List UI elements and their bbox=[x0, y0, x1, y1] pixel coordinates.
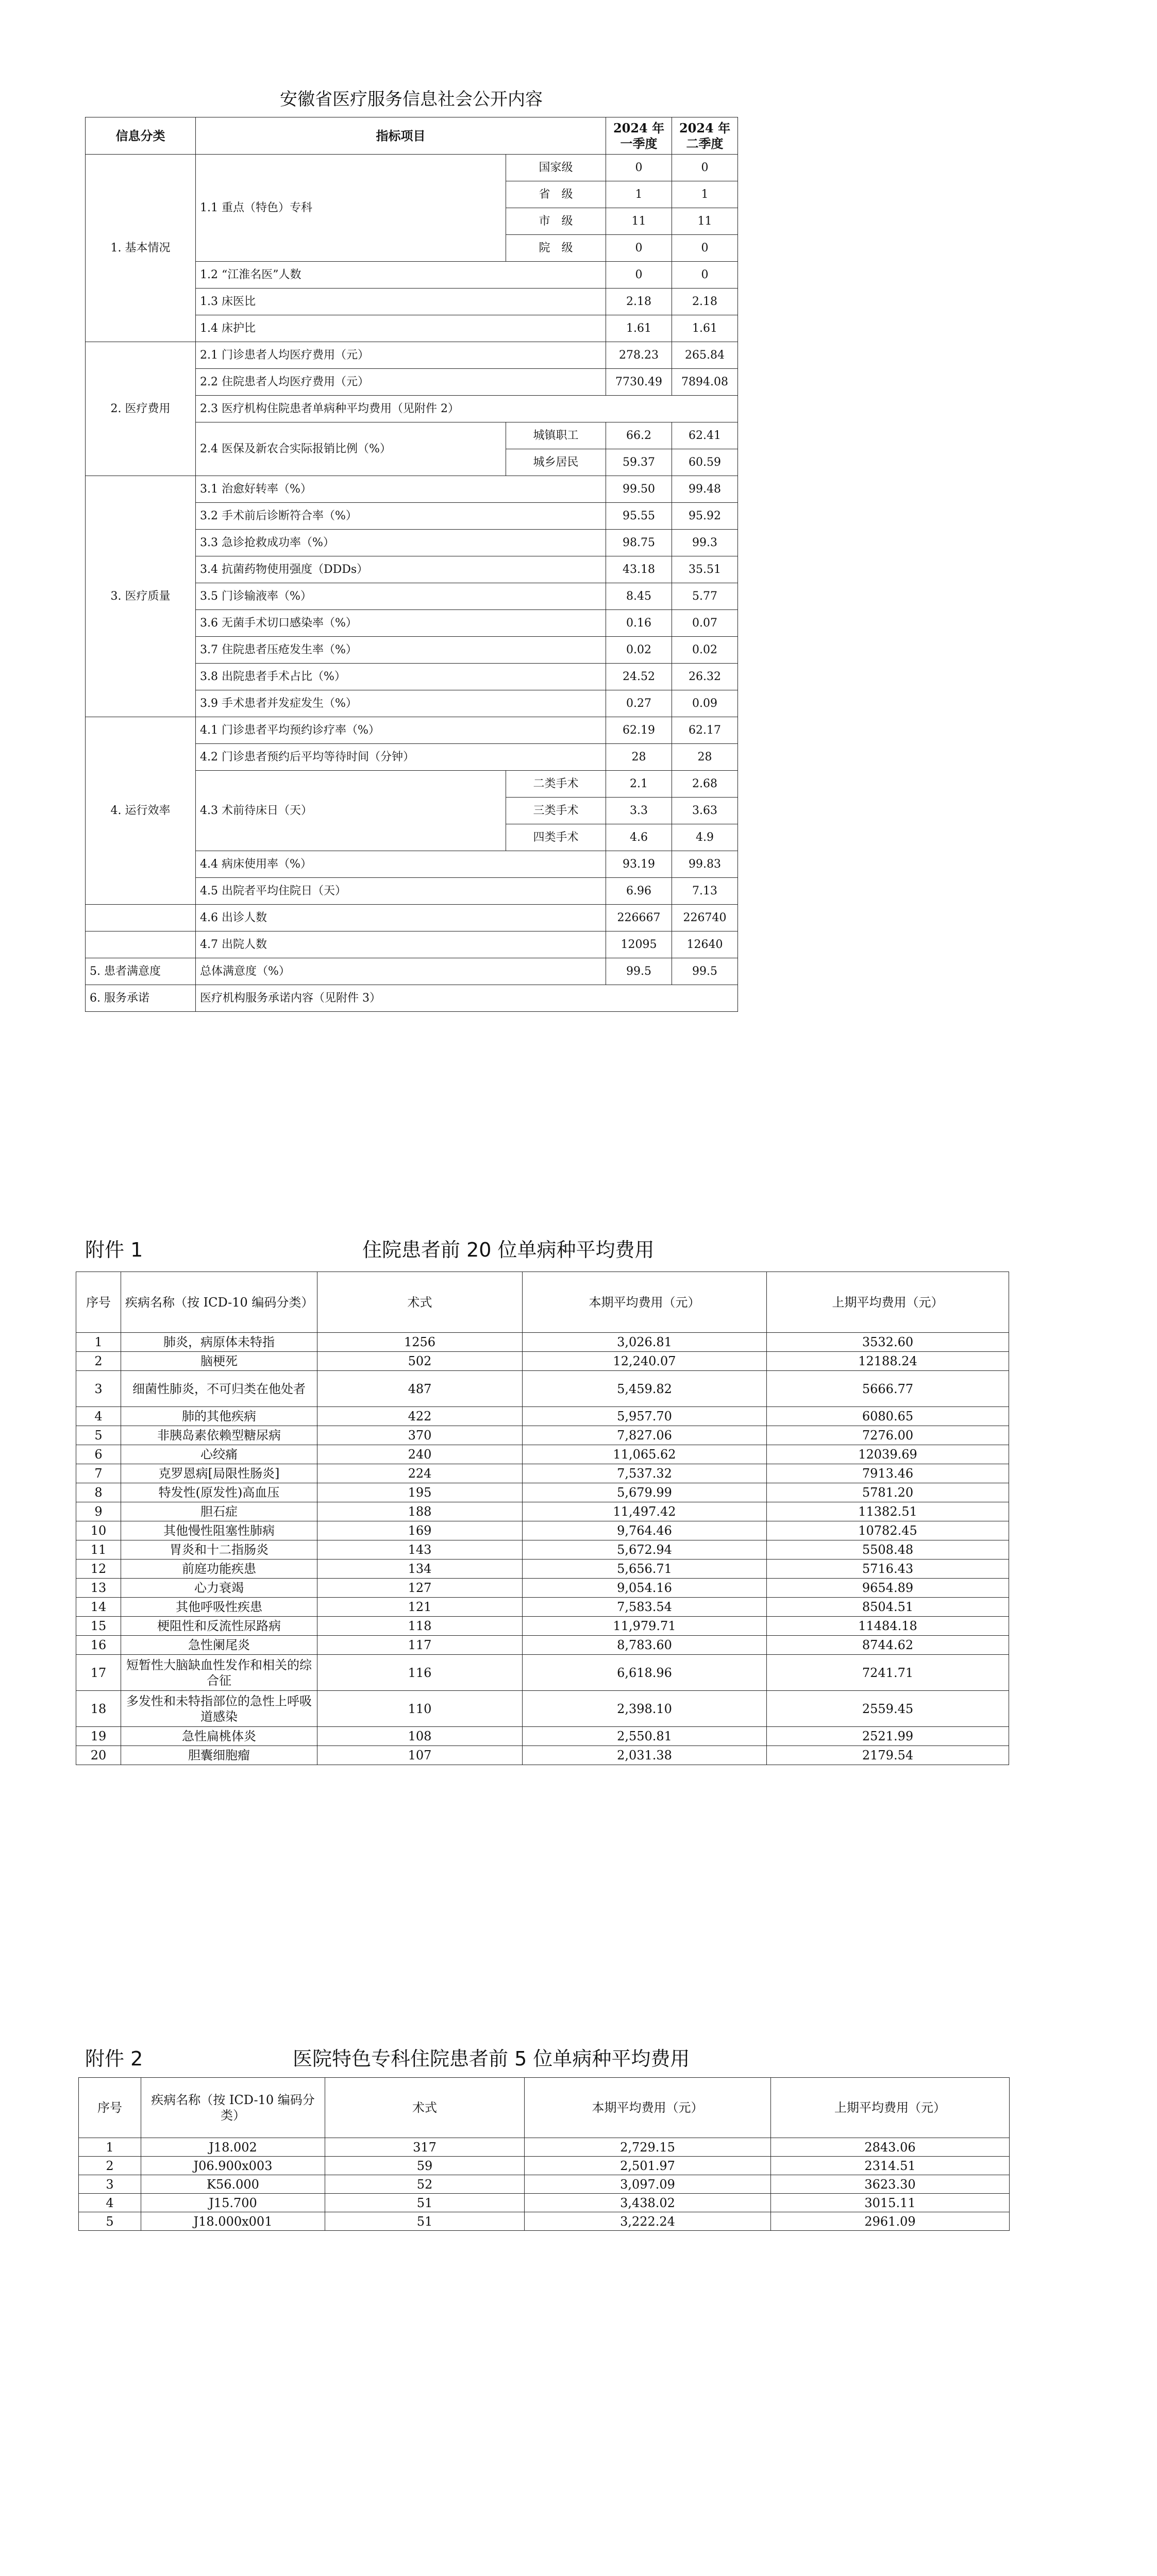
row-indicator: 3.7 住院患者压疮发生率（%） bbox=[196, 637, 606, 664]
value-q2: 1.61 bbox=[672, 315, 738, 342]
value-q2: 62.17 bbox=[672, 717, 738, 744]
header-current-cost: 本期平均费用（元） bbox=[523, 1272, 767, 1333]
category-commitment: 6. 服务承诺 bbox=[86, 985, 196, 1012]
row-surgery-count: 134 bbox=[317, 1560, 523, 1579]
row-seq: 18 bbox=[76, 1691, 121, 1727]
row-seq: 11 bbox=[76, 1540, 121, 1560]
value-q2: 2.18 bbox=[672, 289, 738, 315]
row-disease-name: 短暂性大脑缺血性发作和相关的综合征 bbox=[121, 1655, 317, 1691]
row-current-cost: 9,764.46 bbox=[523, 1521, 767, 1540]
row-seq: 8 bbox=[76, 1483, 121, 1502]
value-q2: 60.59 bbox=[672, 449, 738, 476]
row-disease-name: 胃炎和十二指肠炎 bbox=[121, 1540, 317, 1560]
row-indicator: 4.1 门诊患者平均预约诊疗率（%） bbox=[196, 717, 606, 744]
table-row bbox=[76, 1691, 1009, 1727]
row-disease-name: 肺炎，病原体未特指 bbox=[121, 1333, 317, 1352]
sub-surgery-class: 二类手术 bbox=[506, 771, 606, 798]
value-q2: 0.07 bbox=[672, 610, 738, 637]
table-row bbox=[79, 2212, 1010, 2231]
table-row bbox=[76, 1636, 1009, 1655]
row-disease-name: 其他慢性阻塞性肺病 bbox=[121, 1521, 317, 1540]
value-q1: 1 bbox=[606, 181, 672, 208]
row-reimbursement: 2.4 医保及新农合实际报销比例（%） bbox=[196, 422, 506, 476]
row-seq: 5 bbox=[79, 2212, 141, 2231]
attachment-2-table bbox=[78, 2077, 1010, 2231]
row-indicator: 医疗机构服务承诺内容（见附件 3） bbox=[196, 985, 738, 1012]
row-surgery-count: 422 bbox=[317, 1407, 523, 1426]
value-q2: 4.9 bbox=[672, 824, 738, 851]
table-row bbox=[76, 1746, 1009, 1765]
row-surgery-count: 108 bbox=[317, 1727, 523, 1746]
row-previous-cost: 9654.89 bbox=[767, 1579, 1009, 1598]
attachment-1-table-wrap bbox=[76, 1272, 1009, 1765]
row-indicator: 3.1 治愈好转率（%） bbox=[196, 476, 606, 503]
row-previous-cost: 7241.71 bbox=[767, 1655, 1009, 1691]
row-disease-name: 心绞痛 bbox=[121, 1445, 317, 1464]
row-seq: 3 bbox=[79, 2175, 141, 2194]
level-national: 国家级 bbox=[506, 155, 606, 181]
row-seq: 2 bbox=[79, 2157, 141, 2175]
row-surgery-count: 1256 bbox=[317, 1333, 523, 1352]
row-disease-name: 梗阻性和反流性尿路病 bbox=[121, 1617, 317, 1636]
attachment-2-title: 医院特色专科住院患者前 5 位单病种平均费用 bbox=[293, 2047, 690, 2070]
row-surgery-count: 487 bbox=[317, 1371, 523, 1407]
header-category: 信息分类 bbox=[86, 117, 196, 155]
row-disease-name: 非胰岛素依赖型糖尿病 bbox=[121, 1426, 317, 1445]
row-seq: 2 bbox=[76, 1352, 121, 1371]
value-q2: 1 bbox=[672, 181, 738, 208]
row-previous-cost: 2961.09 bbox=[771, 2212, 1010, 2231]
value-q1: 0 bbox=[606, 235, 672, 262]
row-current-cost: 12,240.07 bbox=[523, 1352, 767, 1371]
row-current-cost: 3,097.09 bbox=[525, 2175, 771, 2194]
value-q2: 7.13 bbox=[672, 878, 738, 905]
value-q1: 0.27 bbox=[606, 690, 672, 717]
value-q2: 7894.08 bbox=[672, 369, 738, 396]
table-row bbox=[76, 1655, 1009, 1691]
value-q1: 226667 bbox=[606, 905, 672, 931]
row-current-cost: 3,222.24 bbox=[525, 2212, 771, 2231]
table-row bbox=[76, 1426, 1009, 1445]
sub-urban-employee: 城镇职工 bbox=[506, 422, 606, 449]
blank-cell bbox=[86, 905, 196, 931]
row-current-cost: 7,583.54 bbox=[523, 1598, 767, 1617]
attachment-1-label: 附件 1 bbox=[85, 1239, 143, 1261]
header-indicator: 指标项目 bbox=[196, 117, 606, 155]
attachment-2-label: 附件 2 bbox=[85, 2047, 143, 2070]
value-q1: 59.37 bbox=[606, 449, 672, 476]
row-previous-cost: 3623.30 bbox=[771, 2175, 1010, 2194]
value-q1: 278.23 bbox=[606, 342, 672, 369]
value-q2: 0.02 bbox=[672, 637, 738, 664]
row-current-cost: 5,679.99 bbox=[523, 1483, 767, 1502]
row-seq: 12 bbox=[76, 1560, 121, 1579]
row-previous-cost: 11484.18 bbox=[767, 1617, 1009, 1636]
row-seq: 19 bbox=[76, 1727, 121, 1746]
row-indicator: 4.7 出院人数 bbox=[196, 931, 606, 958]
row-surgery-count: 59 bbox=[325, 2157, 525, 2175]
row-disease-name: K56.000 bbox=[141, 2175, 325, 2194]
value-q1: 62.19 bbox=[606, 717, 672, 744]
header-surgery: 术式 bbox=[325, 2078, 525, 2138]
row-disease-name: 急性扁桃体炎 bbox=[121, 1727, 317, 1746]
row-previous-cost: 2559.45 bbox=[767, 1691, 1009, 1727]
row-seq: 7 bbox=[76, 1464, 121, 1483]
table-row bbox=[79, 2157, 1010, 2175]
value-q1: 2.18 bbox=[606, 289, 672, 315]
row-disease-name: 急性阑尾炎 bbox=[121, 1636, 317, 1655]
table-row bbox=[76, 1483, 1009, 1502]
row-previous-cost: 2179.54 bbox=[767, 1746, 1009, 1765]
table-row bbox=[79, 2194, 1010, 2212]
sub-surgery-class: 三类手术 bbox=[506, 798, 606, 824]
attachment-1-table bbox=[76, 1272, 1009, 1765]
row-surgery-count: 51 bbox=[325, 2194, 525, 2212]
row-seq: 16 bbox=[76, 1636, 121, 1655]
value-q1: 12095 bbox=[606, 931, 672, 958]
category-efficiency: 4. 运行效率 bbox=[86, 717, 196, 905]
row-surgery-count: 502 bbox=[317, 1352, 523, 1371]
service-info-table-wrap bbox=[85, 117, 738, 1012]
value-q1: 3.3 bbox=[606, 798, 672, 824]
category-cost: 2. 医疗费用 bbox=[86, 342, 196, 476]
table-row bbox=[76, 1407, 1009, 1426]
row-current-cost: 2,729.15 bbox=[525, 2138, 771, 2157]
value-q2: 0 bbox=[672, 262, 738, 289]
value-q2: 0 bbox=[672, 155, 738, 181]
row-indicator: 3.8 出院患者手术占比（%） bbox=[196, 664, 606, 690]
row-surgery-count: 169 bbox=[317, 1521, 523, 1540]
value-q2: 28 bbox=[672, 744, 738, 771]
row-seq: 10 bbox=[76, 1521, 121, 1540]
row-disease-name: 肺的其他疾病 bbox=[121, 1407, 317, 1426]
table-row bbox=[79, 2175, 1010, 2194]
row-current-cost: 8,783.60 bbox=[523, 1636, 767, 1655]
row-previous-cost: 12188.24 bbox=[767, 1352, 1009, 1371]
row-seq: 6 bbox=[76, 1445, 121, 1464]
value-q1: 0 bbox=[606, 155, 672, 181]
table-row bbox=[76, 1352, 1009, 1371]
value-q1: 99.5 bbox=[606, 958, 672, 985]
row-surgery-count: 224 bbox=[317, 1464, 523, 1483]
value-q1: 1.61 bbox=[606, 315, 672, 342]
row-current-cost: 7,537.32 bbox=[523, 1464, 767, 1483]
row-previous-cost: 10782.45 bbox=[767, 1521, 1009, 1540]
row-seq: 1 bbox=[76, 1333, 121, 1352]
row-previous-cost: 2314.51 bbox=[771, 2157, 1010, 2175]
row-surgery-count: 188 bbox=[317, 1502, 523, 1521]
row-current-cost: 5,957.70 bbox=[523, 1407, 767, 1426]
row-current-cost: 2,031.38 bbox=[523, 1746, 767, 1765]
blank-cell bbox=[86, 931, 196, 958]
row-disease-name: 多发性和未特指部位的急性上呼吸道感染 bbox=[121, 1691, 317, 1727]
value-q2: 99.83 bbox=[672, 851, 738, 878]
row-indicator: 4.2 门诊患者预约后平均等待时间（分钟） bbox=[196, 744, 606, 771]
row-seq: 17 bbox=[76, 1655, 121, 1691]
row-current-cost: 5,459.82 bbox=[523, 1371, 767, 1407]
value-q1: 8.45 bbox=[606, 583, 672, 610]
attachment-2-table-wrap bbox=[78, 2077, 1010, 2231]
value-q2: 99.3 bbox=[672, 530, 738, 556]
row-current-cost: 3,438.02 bbox=[525, 2194, 771, 2212]
value-q2: 99.5 bbox=[672, 958, 738, 985]
table-row bbox=[76, 1464, 1009, 1483]
row-previous-cost: 11382.51 bbox=[767, 1502, 1009, 1521]
row-seq: 20 bbox=[76, 1746, 121, 1765]
value-q2: 35.51 bbox=[672, 556, 738, 583]
row-previous-cost: 8744.62 bbox=[767, 1636, 1009, 1655]
row-seq: 4 bbox=[79, 2194, 141, 2212]
row-disease-name: J18.002 bbox=[141, 2138, 325, 2157]
row-indicator: 4.6 出诊人数 bbox=[196, 905, 606, 931]
row-disease-name: 克罗恩病[局限性肠炎] bbox=[121, 1464, 317, 1483]
value-q2: 3.63 bbox=[672, 798, 738, 824]
value-q2: 0 bbox=[672, 235, 738, 262]
header-surgery: 术式 bbox=[317, 1272, 523, 1333]
row-seq: 4 bbox=[76, 1407, 121, 1426]
row-current-cost: 5,672.94 bbox=[523, 1540, 767, 1560]
table-row bbox=[76, 1445, 1009, 1464]
row-seq: 1 bbox=[79, 2138, 141, 2157]
row-previous-cost: 5781.20 bbox=[767, 1483, 1009, 1502]
row-disease-name: 心力衰竭 bbox=[121, 1579, 317, 1598]
row-famous-doctors: 1.2 “江淮名医”人数 bbox=[196, 262, 606, 289]
table-row bbox=[76, 1579, 1009, 1598]
row-key-specialty: 1.1 重点（特色）专科 bbox=[196, 155, 506, 262]
value-q1: 24.52 bbox=[606, 664, 672, 690]
row-previous-cost: 7913.46 bbox=[767, 1464, 1009, 1483]
row-disease-name: 特发性(原发性)高血压 bbox=[121, 1483, 317, 1502]
row-disease-name: 细菌性肺炎，不可归类在他处者 bbox=[121, 1371, 317, 1407]
value-q2: 0.09 bbox=[672, 690, 738, 717]
row-previous-cost: 5508.48 bbox=[767, 1540, 1009, 1560]
value-q1: 11 bbox=[606, 208, 672, 235]
header-current-cost: 本期平均费用（元） bbox=[525, 2078, 771, 2138]
row-indicator: 3.9 手术患者并发症发生（%） bbox=[196, 690, 606, 717]
row-surgery-count: 121 bbox=[317, 1598, 523, 1617]
attachment-1-rows bbox=[76, 1333, 1009, 1765]
row-seq: 5 bbox=[76, 1426, 121, 1445]
row-preop-wait: 4.3 术前待床日（天） bbox=[196, 771, 506, 851]
row-bed-nurse-ratio: 1.4 床护比 bbox=[196, 315, 606, 342]
value-q1: 98.75 bbox=[606, 530, 672, 556]
row-indicator: 4.4 病床使用率（%） bbox=[196, 851, 606, 878]
row-inpatient-cost: 2.2 住院患者人均医疗费用（元） bbox=[196, 369, 606, 396]
attachment-2-rows bbox=[79, 2138, 1010, 2231]
value-q2: 99.48 bbox=[672, 476, 738, 503]
row-surgery-count: 51 bbox=[325, 2212, 525, 2231]
row-disease-name: 脑梗死 bbox=[121, 1352, 317, 1371]
row-disease-name: J15.700 bbox=[141, 2194, 325, 2212]
row-indicator: 3.3 急诊抢救成功率（%） bbox=[196, 530, 606, 556]
service-info-table bbox=[85, 117, 738, 1012]
row-disease-name: J06.900x003 bbox=[141, 2157, 325, 2175]
row-seq: 15 bbox=[76, 1617, 121, 1636]
value-q1: 93.19 bbox=[606, 851, 672, 878]
value-q1: 43.18 bbox=[606, 556, 672, 583]
row-current-cost: 2,550.81 bbox=[523, 1727, 767, 1746]
value-q1: 0.16 bbox=[606, 610, 672, 637]
table-row bbox=[76, 1371, 1009, 1407]
row-disease-name: J18.000x001 bbox=[141, 2212, 325, 2231]
header-q2: 2024 年二季度 bbox=[672, 117, 738, 155]
row-disease-name: 胆囊细胞瘤 bbox=[121, 1746, 317, 1765]
row-current-cost: 11,065.62 bbox=[523, 1445, 767, 1464]
row-surgery-count: 127 bbox=[317, 1579, 523, 1598]
sub-surgery-class: 四类手术 bbox=[506, 824, 606, 851]
level-provincial: 省 级 bbox=[506, 181, 606, 208]
table-row bbox=[76, 1560, 1009, 1579]
row-previous-cost: 6080.65 bbox=[767, 1407, 1009, 1426]
header-q1: 2024 年一季度 bbox=[606, 117, 672, 155]
table-row bbox=[76, 1333, 1009, 1352]
row-current-cost: 3,026.81 bbox=[523, 1333, 767, 1352]
value-q2: 2.68 bbox=[672, 771, 738, 798]
row-current-cost: 9,054.16 bbox=[523, 1579, 767, 1598]
row-surgery-count: 116 bbox=[317, 1655, 523, 1691]
row-previous-cost: 12039.69 bbox=[767, 1445, 1009, 1464]
row-indicator: 3.6 无菌手术切口感染率（%） bbox=[196, 610, 606, 637]
header-previous-cost: 上期平均费用（元） bbox=[771, 2078, 1010, 2138]
value-q1: 7730.49 bbox=[606, 369, 672, 396]
row-indicator: 4.5 出院者平均住院日（天） bbox=[196, 878, 606, 905]
value-q1: 95.55 bbox=[606, 503, 672, 530]
row-previous-cost: 3015.11 bbox=[771, 2194, 1010, 2212]
table-row bbox=[76, 1727, 1009, 1746]
value-q1: 2.1 bbox=[606, 771, 672, 798]
row-surgery-count: 195 bbox=[317, 1483, 523, 1502]
row-current-cost: 5,656.71 bbox=[523, 1560, 767, 1579]
row-disease-name: 胆石症 bbox=[121, 1502, 317, 1521]
value-q2: 12640 bbox=[672, 931, 738, 958]
value-q2: 265.84 bbox=[672, 342, 738, 369]
value-q1: 6.96 bbox=[606, 878, 672, 905]
value-q1: 0.02 bbox=[606, 637, 672, 664]
level-city: 市 级 bbox=[506, 208, 606, 235]
header-seq: 序号 bbox=[76, 1272, 121, 1333]
table-row bbox=[76, 1598, 1009, 1617]
row-indicator: 3.2 手术前后诊断符合率（%） bbox=[196, 503, 606, 530]
level-hospital: 院 级 bbox=[506, 235, 606, 262]
row-disease-name: 前庭功能疾患 bbox=[121, 1560, 317, 1579]
value-q1: 0 bbox=[606, 262, 672, 289]
table-row bbox=[76, 1617, 1009, 1636]
value-q1: 99.50 bbox=[606, 476, 672, 503]
table-row bbox=[76, 1502, 1009, 1521]
row-seq: 14 bbox=[76, 1598, 121, 1617]
row-current-cost: 7,827.06 bbox=[523, 1426, 767, 1445]
attachment-1-title: 住院患者前 20 位单病种平均费用 bbox=[362, 1239, 655, 1261]
value-q1: 66.2 bbox=[606, 422, 672, 449]
sub-urban-rural-resident: 城乡居民 bbox=[506, 449, 606, 476]
row-single-disease-cost: 2.3 医疗机构住院患者单病种平均费用（见附件 2） bbox=[196, 396, 738, 422]
row-indicator: 3.4 抗菌药物使用强度（DDDs） bbox=[196, 556, 606, 583]
row-seq: 13 bbox=[76, 1579, 121, 1598]
row-current-cost: 2,501.97 bbox=[525, 2157, 771, 2175]
row-surgery-count: 107 bbox=[317, 1746, 523, 1765]
row-seq: 9 bbox=[76, 1502, 121, 1521]
row-surgery-count: 118 bbox=[317, 1617, 523, 1636]
row-previous-cost: 5716.43 bbox=[767, 1560, 1009, 1579]
header-disease: 疾病名称（按 ICD-10 编码分类） bbox=[121, 1272, 317, 1333]
row-indicator: 总体满意度（%） bbox=[196, 958, 606, 985]
row-surgery-count: 117 bbox=[317, 1636, 523, 1655]
row-surgery-count: 52 bbox=[325, 2175, 525, 2194]
value-q2: 11 bbox=[672, 208, 738, 235]
row-disease-name: 其他呼吸性疾患 bbox=[121, 1598, 317, 1617]
row-previous-cost: 8504.51 bbox=[767, 1598, 1009, 1617]
row-previous-cost: 2843.06 bbox=[771, 2138, 1010, 2157]
row-outpatient-cost: 2.1 门诊患者人均医疗费用（元） bbox=[196, 342, 606, 369]
header-disease: 疾病名称（按 ICD-10 编码分类） bbox=[141, 2078, 325, 2138]
value-q1: 28 bbox=[606, 744, 672, 771]
value-q1: 4.6 bbox=[606, 824, 672, 851]
category-quality: 3. 医疗质量 bbox=[86, 476, 196, 717]
row-current-cost: 6,618.96 bbox=[523, 1655, 767, 1691]
row-bed-doctor-ratio: 1.3 床医比 bbox=[196, 289, 606, 315]
value-q2: 95.92 bbox=[672, 503, 738, 530]
row-previous-cost: 7276.00 bbox=[767, 1426, 1009, 1445]
page-title: 安徽省医疗服务信息社会公开内容 bbox=[280, 89, 543, 110]
value-q2: 5.77 bbox=[672, 583, 738, 610]
header-seq: 序号 bbox=[79, 2078, 141, 2138]
row-previous-cost: 2521.99 bbox=[767, 1727, 1009, 1746]
row-current-cost: 11,979.71 bbox=[523, 1617, 767, 1636]
row-current-cost: 2,398.10 bbox=[523, 1691, 767, 1727]
table-row bbox=[76, 1540, 1009, 1560]
row-surgery-count: 317 bbox=[325, 2138, 525, 2157]
category-basic: 1. 基本情况 bbox=[86, 155, 196, 342]
category-satisfaction: 5. 患者满意度 bbox=[86, 958, 196, 985]
value-q2: 62.41 bbox=[672, 422, 738, 449]
row-current-cost: 11,497.42 bbox=[523, 1502, 767, 1521]
header-previous-cost: 上期平均费用（元） bbox=[767, 1272, 1009, 1333]
table-row bbox=[79, 2138, 1010, 2157]
row-surgery-count: 143 bbox=[317, 1540, 523, 1560]
value-q2: 226740 bbox=[672, 905, 738, 931]
row-seq: 3 bbox=[76, 1371, 121, 1407]
row-indicator: 3.5 门诊输液率（%） bbox=[196, 583, 606, 610]
value-q2: 26.32 bbox=[672, 664, 738, 690]
row-previous-cost: 5666.77 bbox=[767, 1371, 1009, 1407]
table-row bbox=[76, 1521, 1009, 1540]
row-surgery-count: 110 bbox=[317, 1691, 523, 1727]
row-surgery-count: 370 bbox=[317, 1426, 523, 1445]
row-surgery-count: 240 bbox=[317, 1445, 523, 1464]
row-previous-cost: 3532.60 bbox=[767, 1333, 1009, 1352]
